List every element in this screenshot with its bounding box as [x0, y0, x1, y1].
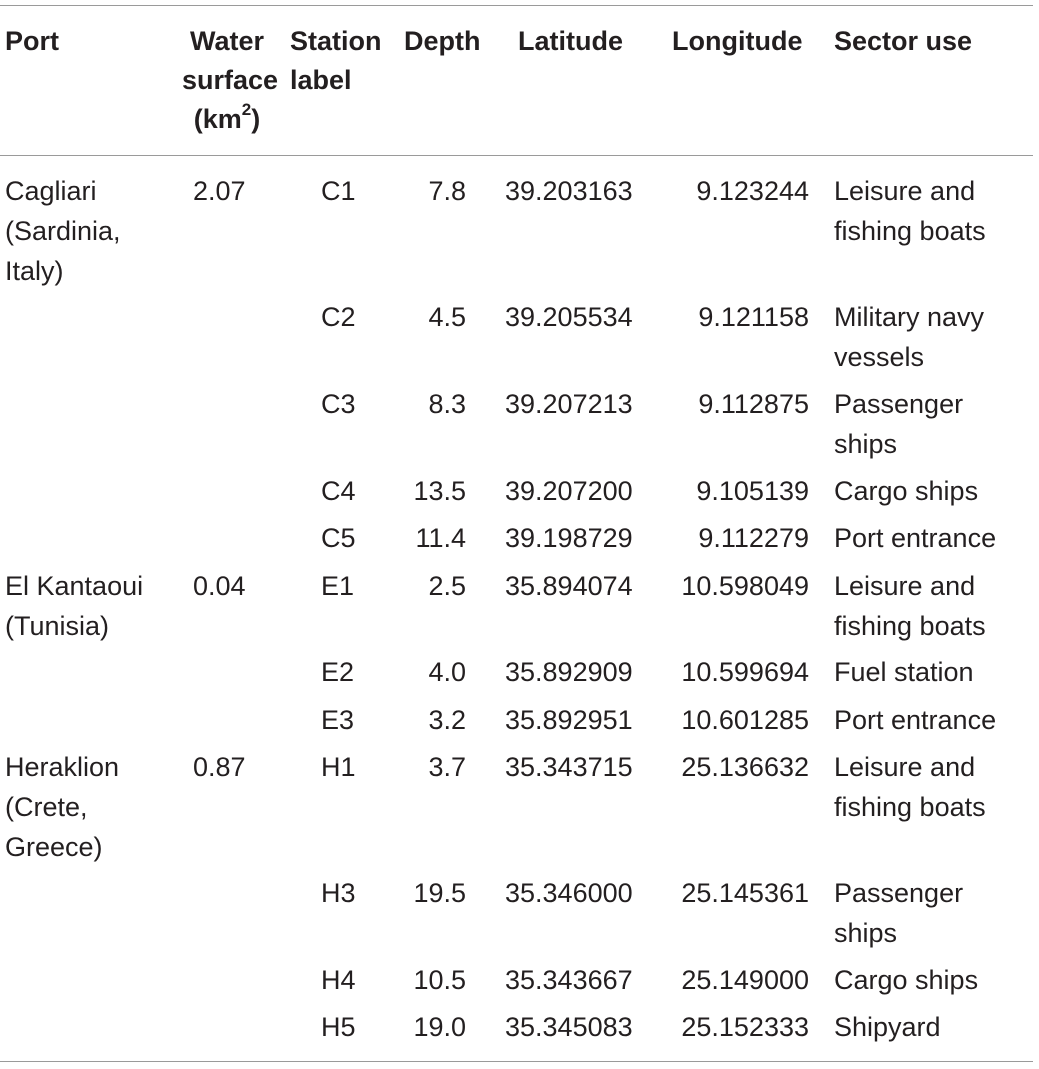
latitude-cell: 35.345083 — [505, 1012, 633, 1042]
latitude-cell: 35.343667 — [505, 965, 633, 995]
latitude-cell: 35.894074 — [505, 571, 633, 601]
sector-cell: Shipyard — [834, 1012, 941, 1042]
header-station-line1: Station — [290, 26, 382, 56]
latitude-cell: 39.207213 — [505, 389, 633, 419]
header-water-surface-line2: surface — [182, 65, 279, 95]
station-cell: C4 — [321, 476, 356, 506]
sector-cell: Leisure and fishing boats — [834, 176, 986, 246]
longitude-cell: 25.136632 — [681, 752, 809, 782]
longitude-cell: 25.145361 — [681, 878, 809, 908]
sector-cell: Military navy vessels — [834, 302, 985, 372]
latitude-cell: 39.203163 — [505, 176, 633, 206]
longitude-cell: 10.601285 — [681, 705, 809, 735]
depth-cell: 19.5 — [413, 878, 466, 908]
depth-cell: 2.5 — [428, 571, 466, 601]
station-cell: C3 — [321, 389, 356, 419]
header-unit-post: ) — [251, 104, 261, 134]
depth-cell: 3.7 — [428, 752, 466, 782]
longitude-cell: 9.105139 — [696, 476, 809, 506]
depth-cell: 7.8 — [428, 176, 466, 206]
sector-cell: Port entrance — [834, 523, 997, 553]
longitude-cell: 9.121158 — [698, 302, 809, 332]
header-station-line2: label — [290, 65, 352, 95]
latitude-cell: 35.892909 — [505, 657, 633, 687]
station-cell: H1 — [321, 752, 356, 782]
header-depth: Depth — [404, 26, 481, 56]
sector-cell: Cargo ships — [834, 965, 979, 995]
port-name: El Kantaoui (Tunisia) — [5, 571, 144, 641]
header-station-label — [290, 22, 382, 100]
header-longitude: Longitude — [672, 26, 803, 56]
header-latitude: Latitude — [518, 26, 623, 56]
station-cell: E2 — [321, 657, 355, 687]
longitude-cell: 9.112279 — [698, 523, 809, 553]
sector-cell: Leisure and fishing boats — [834, 752, 986, 822]
depth-cell: 4.5 — [428, 302, 466, 332]
longitude-cell: 10.598049 — [681, 571, 809, 601]
depth-cell: 8.3 — [428, 389, 466, 419]
depth-cell: 3.2 — [428, 705, 466, 735]
header-port: Port — [5, 26, 59, 56]
station-cell: E3 — [321, 705, 355, 735]
depth-cell: 13.5 — [413, 476, 466, 506]
longitude-cell: 9.112875 — [698, 389, 809, 419]
latitude-cell: 39.198729 — [505, 523, 633, 553]
sector-cell: Leisure and fishing boats — [834, 571, 986, 641]
station-cell: H5 — [321, 1012, 356, 1042]
latitude-cell: 35.346000 — [505, 878, 633, 908]
header-sector-use: Sector use — [834, 26, 973, 56]
header-water-surface-line3 — [182, 100, 272, 139]
port-name: Cagliari (Sardinia, Italy) — [5, 176, 121, 286]
longitude-cell: 9.123244 — [696, 176, 809, 206]
water-surface-value: 0.04 — [193, 571, 246, 601]
latitude-cell: 39.205534 — [505, 302, 633, 332]
table-bottom-rule — [0, 1061, 1033, 1062]
depth-cell: 11.4 — [415, 523, 466, 553]
latitude-cell: 35.343715 — [505, 752, 633, 782]
depth-cell: 19.0 — [413, 1012, 466, 1042]
header-rule — [0, 155, 1033, 156]
header-water-surface-line1: Water — [189, 26, 264, 56]
station-cell: E1 — [321, 571, 355, 601]
header-water-surface — [182, 22, 279, 139]
table-top-rule — [0, 5, 1033, 6]
longitude-cell: 10.599694 — [681, 657, 809, 687]
station-cell: C5 — [321, 523, 356, 553]
depth-cell: 10.5 — [413, 965, 466, 995]
sector-cell: Passenger ships — [834, 389, 964, 459]
station-cell: H3 — [321, 878, 356, 908]
sector-cell: Port entrance — [834, 705, 997, 735]
station-cell: C2 — [321, 302, 356, 332]
header-unit-sup: 2 — [241, 100, 252, 119]
header-unit-pre: (km — [193, 104, 242, 134]
sector-cell: Fuel station — [834, 657, 974, 687]
station-cell: C1 — [321, 176, 356, 206]
longitude-cell: 25.152333 — [681, 1012, 809, 1042]
depth-cell: 4.0 — [428, 657, 466, 687]
port-name: Heraklion (Crete, Greece) — [5, 752, 120, 862]
sector-cell: Cargo ships — [834, 476, 979, 506]
water-surface-value: 2.07 — [193, 176, 246, 206]
sector-cell: Passenger ships — [834, 878, 964, 948]
latitude-cell: 39.207200 — [505, 476, 633, 506]
water-surface-value: 0.87 — [193, 752, 246, 782]
station-cell: H4 — [321, 965, 356, 995]
longitude-cell: 25.149000 — [681, 965, 809, 995]
latitude-cell: 35.892951 — [505, 705, 633, 735]
